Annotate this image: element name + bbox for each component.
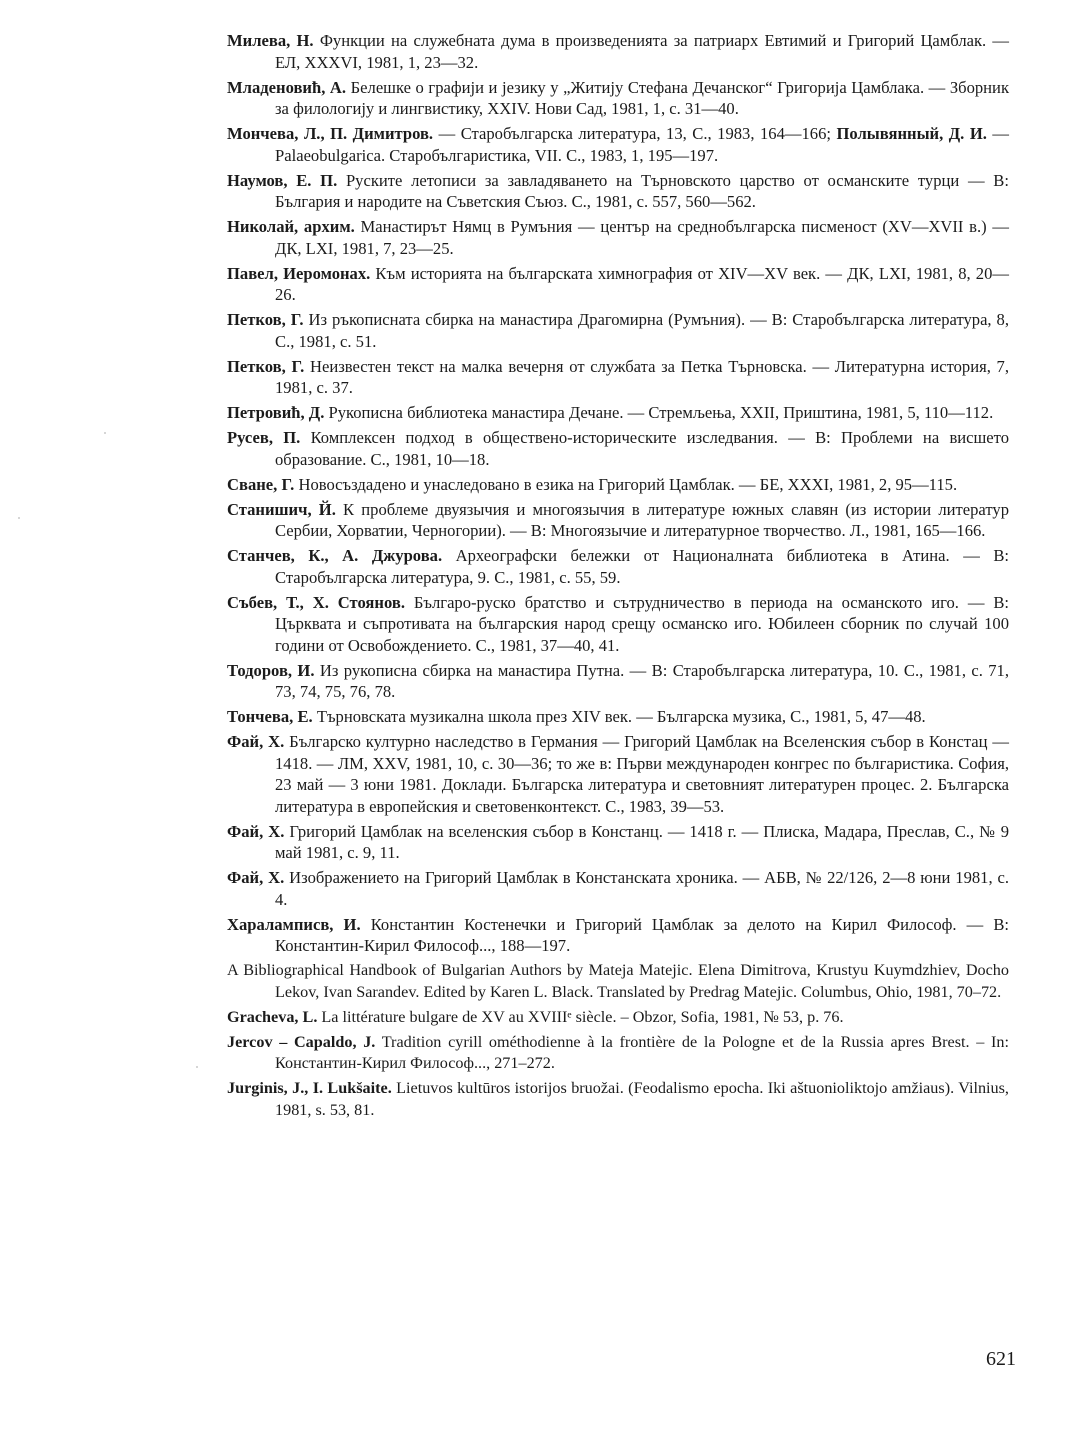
entry-text: Археографски бележки от Националната библиотека в Атина. — В: Старобългарска литература, 9. С., 1981, с. 55, 59. bbox=[275, 546, 1010, 587]
entry-text: Tradition cyrill ométhodienne à la frontière de la Pologne et de la Russia apres Brest. – In: Константин-Кирил Философ..., 271–272. bbox=[275, 1032, 1009, 1072]
entry-text: Новосъздадено и унаследовано в езика на Григорий Цамблак. — БЕ, XXXI, 1981, 2, 95—115. bbox=[294, 474, 958, 494]
bibliography-entry-16 bbox=[227, 706, 1009, 728]
entry-author: Jurginis, J., I. Lukšaite. bbox=[227, 1079, 392, 1097]
entry-author: Фай, Х. bbox=[227, 821, 285, 841]
entry-text: Неизвестен текст на малка вечерня от службата за Петка Търновска. — Литературна история, 7, 1981, с. 37. bbox=[275, 356, 1009, 397]
bibliography-entry-24 bbox=[227, 1078, 1009, 1121]
entry-text: Из рукописна сбирка на манастира Путна. — В: Старобългарска литература, 10. С., 1981, с. 71, 73, 74, 75, 76, 78. bbox=[275, 660, 1010, 701]
bibliography-entry-8 bbox=[227, 356, 1009, 399]
entry-author: Jercov – Capaldo, J. bbox=[227, 1032, 376, 1051]
scan-speck bbox=[196, 1066, 198, 1068]
bibliography-entry-21 bbox=[227, 960, 1009, 1003]
entry-text-secondary: — Palaeobulgarica. Старобългаристика, VII. С., 1983, 1, 195—197. bbox=[275, 124, 1009, 165]
bibliography-entry-3 bbox=[227, 123, 1009, 166]
bibliography-entry-12 bbox=[227, 499, 1009, 542]
page-number: 621 bbox=[986, 1348, 1016, 1370]
entry-author: Николай, архим. bbox=[227, 217, 355, 236]
entry-author: Мончева, Л., П. Димитров. bbox=[227, 124, 434, 143]
entry-author: Тодоров, И. bbox=[227, 660, 315, 680]
bibliography-entry-14 bbox=[227, 592, 1009, 657]
entry-text: Из ръкописната сбирка на манастира Драгомирна (Румъния). — В: Старобългарска литература, 8, С., 1981, с. 51. bbox=[275, 310, 1009, 351]
scan-speck bbox=[18, 517, 20, 519]
bibliography-entry-7 bbox=[227, 309, 1009, 352]
bibliography-entry-1 bbox=[227, 30, 1009, 73]
entry-author: Станчев, К., А. Джурова. bbox=[227, 546, 443, 565]
entry-text: Григорий Цамблак на вселенския събор в Констанц. — 1418 г. — Плиска, Мадара, Преслав, С., № 9 май 1981, с. 9, 11. bbox=[275, 821, 1009, 862]
entry-author: Младеновић, А. bbox=[227, 77, 347, 97]
entry-text: — Старобългарска литература, 13, С., 1983, 164—166; bbox=[433, 124, 837, 143]
entry-author-secondary: Полывянный, Д. И. bbox=[836, 124, 987, 143]
bibliography-entry-18 bbox=[227, 821, 1009, 864]
entry-text: Белешке о графији и језику у „Житију Стефана Дечанског“ Григорија Цамблака. — Зборник за филологију и лингвистику, XXIV. Нови Сад, 1981, 1, с. 31—40. bbox=[275, 77, 1010, 118]
entry-author: Gracheva, L. bbox=[227, 1007, 318, 1026]
bibliography-entry-15 bbox=[227, 660, 1009, 703]
bibliography-entry-22 bbox=[227, 1007, 1009, 1029]
entry-text: К проблеме двуязычия и многоязычия в литературе южных славян (из истории литератур Сербии, Хорватии, Черногории). — В: Многоязычие и литературное творчество. Л., 1981, 165—166. bbox=[275, 499, 1009, 540]
entry-author: Милева, Н. bbox=[227, 31, 314, 50]
bibliography-entry-4 bbox=[227, 170, 1009, 213]
entry-text: Българо-руско братство и сътрудничество в периода на османското иго. — В: Църквата и съпротивата на българския народ срещу османско иго. Юбилеен сборник по случай 100 години от Освобождението. С., 1981, 37—40, 41. bbox=[275, 592, 1009, 655]
entry-author: Събев, Т., Х. Стоянов. bbox=[227, 592, 405, 612]
bibliography-entry-19 bbox=[227, 867, 1009, 910]
bibliography-column bbox=[227, 30, 1009, 1125]
entry-author: Станишич, Й. bbox=[227, 499, 336, 519]
entry-author: Фай, Х. bbox=[227, 732, 285, 751]
entry-text: Константин Костенечки и Григорий Цамблак за делото на Кирил Философ. — В: Константин-Кирил Философ..., 188—197. bbox=[275, 914, 1009, 955]
entry-author: Петков, Г. bbox=[227, 356, 305, 376]
entry-text: A Bibliographical Handbook of Bulgarian Authors by Mateja Matejic. Elena Dimitrova, Krustyu Kuymdzhiev, Docho Lekov, Ivan Sarandev. Edited by Karen L. Black. Translated by Predrag Matejic. Columbus, Ohio, 1981, 70–72. bbox=[227, 961, 1009, 1001]
entry-text: Lietuvos kultūros istorijos bruožai. (Feodalismo epocha. Iki aštuonioliktojo amžiaus). Vilnius, 1981, s. 53, 81. bbox=[275, 1079, 1009, 1119]
entry-text: Рукописна библиотека манастира Дечане. — Стремљења, XXII, Приштина, 1981, 5, 110—112. bbox=[324, 403, 994, 422]
entry-author: Хараламписв, И. bbox=[227, 914, 361, 934]
entry-text: Манастирът Нямц в Румъния — център на среднобългарска писменост (XV—XVII в.) — ДК, LXI, 1981, 7, 23—25. bbox=[275, 217, 1010, 258]
bibliography-entry-5 bbox=[227, 216, 1009, 259]
bibliography-entry-9 bbox=[227, 402, 1009, 424]
entry-author: Павел, Иеромонах. bbox=[227, 263, 371, 283]
entry-text: Търновската музикална школа през XIV век. — Българска музика, С., 1981, 5, 47—48. bbox=[312, 707, 926, 726]
entry-text: Към историята на българската химнография от XIV—XV век. — ДК, LXI, 1981, 8, 20—26. bbox=[275, 263, 1009, 304]
entry-author: Русев, П. bbox=[227, 428, 301, 447]
entry-author: Петков, Г. bbox=[227, 310, 304, 329]
bibliography-entry-10 bbox=[227, 427, 1009, 470]
entry-text: Функции на служебната дума в произведенията за патриарх Евтимий и Григорий Цамблак. — ЕЛ, XXXVI, 1981, 1, 23—32. bbox=[275, 31, 1009, 72]
entry-author: Петровић, Д. bbox=[227, 403, 325, 422]
bibliography-entry-11 bbox=[227, 474, 1009, 496]
entry-author: Тончева, Е. bbox=[227, 707, 313, 726]
entry-text: Комплексен подход в обществено-историческите изследвания. — В: Проблеми на висшето образование. С., 1981, 10—18. bbox=[275, 428, 1010, 469]
entry-text: Руските летописи за завладяването на Търновското царство от османските турци — В: България и народите на Съветския Съюз. С., 1981, с. 557, 560—562. bbox=[275, 170, 1009, 211]
scan-speck bbox=[104, 432, 106, 434]
bibliography-entry-6 bbox=[227, 263, 1009, 306]
entry-author: Наумов, Е. П. bbox=[227, 170, 338, 190]
bibliography-entry-2 bbox=[227, 77, 1009, 120]
entry-text: Българско културно наследство в Германия — Григорий Цамблак на Вселенския събор в Констац — 1418. — ЛМ, XXV, 1981, 10, с. 30—36; то же в: Първи международен конгрес по българистика. София, 23 май — 3 юни 1981. Доклади. Българска литература и световният литературен процес. 2. Българска литература в европейския и световенконтекст. С., 1983, 39—53. bbox=[275, 732, 1009, 816]
bibliography-entry-23 bbox=[227, 1032, 1009, 1075]
bibliography-entry-20 bbox=[227, 914, 1009, 957]
entry-author: Сване, Г. bbox=[227, 474, 295, 494]
bibliography-entry-13 bbox=[227, 545, 1009, 588]
entry-text: La littérature bulgare de XV au XVIIIᵉ siècle. – Obzor, Sofia, 1981, № 53, p. 76. bbox=[317, 1007, 844, 1026]
entry-author: Фай, Х. bbox=[227, 868, 285, 887]
entry-text: Изображението на Григорий Цамблак в Констанската хроника. — АБВ, № 22/126, 2—8 юни 1981, с. 4. bbox=[275, 868, 1009, 909]
bibliography-entry-17 bbox=[227, 731, 1009, 817]
